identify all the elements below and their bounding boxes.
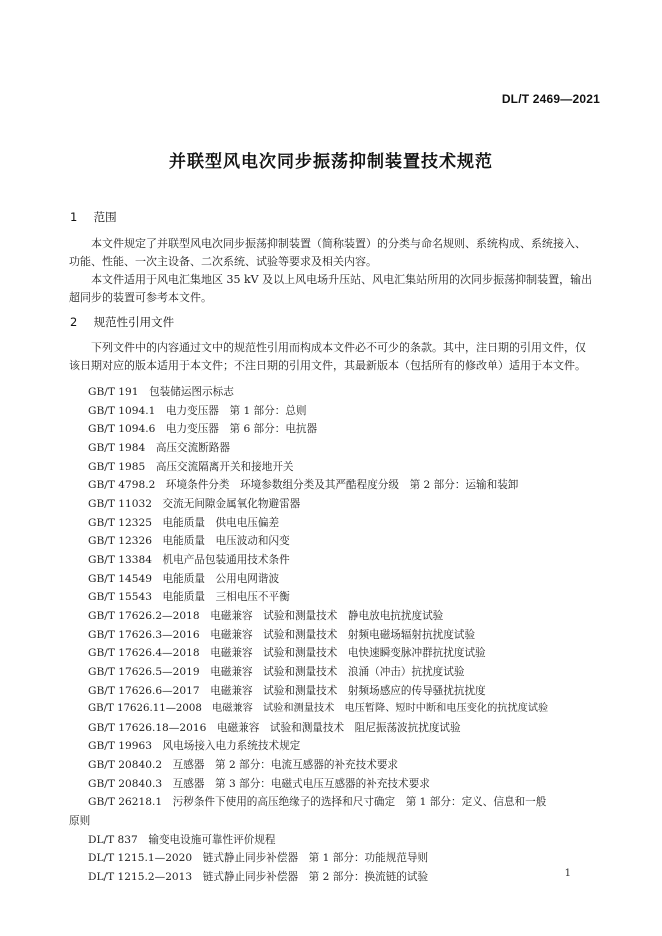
section-heading-scope xyxy=(70,209,117,225)
list-item: DL/T 1215.2—2013 链式静止同步补偿器 第 2 部分：换流链的试验 xyxy=(88,871,429,884)
list-item: DL/T 1215.1—2020 链式静止同步补偿器 第 1 部分：功能规范导则 xyxy=(88,852,429,865)
list-item: GB/T 11032 交流无间隙金属氧化物避雷器 xyxy=(88,497,301,510)
list-item: GB/T 12326 电能质量 电压波动和闪变 xyxy=(88,535,290,548)
document-title: 并联型风电次同步振荡抑制装置技术规范 xyxy=(169,152,493,172)
list-item: GB/T 14549 电能质量 公用电网谐波 xyxy=(88,572,280,585)
list-item: GB/T 17626.6—2017 电磁兼容 试验和测量技术 射频场感应的传导骚扰抗扰度 xyxy=(88,684,486,697)
list-item: GB/T 17626.4—2018 电磁兼容 试验和测量技术 电快速瞬变脉冲群抗扰度试验 xyxy=(88,647,486,660)
list-item-continuation: 原则 xyxy=(69,815,91,828)
scope-paragraph-1: 本文件规定了并联型风电次同步振荡抑制装置（简称装置）的分类与命名规则、系统构成、系统接入、功能、性能、一次主设备、二次系统、试验等要求及相关内容。 xyxy=(69,237,586,268)
document-code: DL/T 2469—2021 xyxy=(501,92,600,106)
list-item: GB/T 17626.3—2016 电磁兼容 试验和测量技术 射频电磁场辐射抗扰度试验 xyxy=(88,628,476,641)
list-item: DL/T 837 输变电设施可靠性评价规程 xyxy=(88,833,276,846)
section-number: 1 xyxy=(70,210,78,224)
list-item: GB/T 17626.11—2008 电磁兼容 试验和测量技术 电压暂降、短时中断和电压变化的抗扰度试验 xyxy=(88,703,549,715)
list-item: GB/T 17626.5—2019 电磁兼容 试验和测量技术 浪涌（冲击）抗扰度试验 xyxy=(88,665,465,678)
list-item: GB/T 17626.18—2016 电磁兼容 试验和测量技术 阻尼振荡波抗扰度试验 xyxy=(88,721,461,734)
list-item: GB/T 12325 电能质量 供电电压偏差 xyxy=(88,516,280,529)
list-item: GB/T 191 包装储运图示标志 xyxy=(88,386,234,398)
list-item: GB/T 1984 高压交流断路器 xyxy=(88,441,230,454)
list-item: GB/T 20840.3 互感器 第 3 部分：电磁式电压互感器的补充技术要求 xyxy=(88,777,430,790)
references-intro-paragraph: 下列文件中的内容通过文中的规范性引用而构成本文件必不可少的条款。其中，注日期的引用文件，仅该日期对应的版本适用于本文件；不注日期的引用文件，其最新版本（包括所有的修改单）适用于本文件。 xyxy=(69,341,586,372)
list-item: GB/T 1094.1 电力变压器 第 1 部分：总则 xyxy=(88,404,307,417)
list-item: GB/T 19963 风电场接入电力系统技术规定 xyxy=(88,740,301,753)
list-item: GB/T 1985 高压交流隔离开关和接地开关 xyxy=(88,460,294,473)
reference-list xyxy=(69,383,598,887)
list-item: GB/T 17626.2—2018 电磁兼容 试验和测量技术 静电放电抗扰度试验 xyxy=(88,609,444,622)
page-number: 1 xyxy=(564,868,571,879)
section-title: 范围 xyxy=(93,210,117,224)
section-title: 规范性引用文件 xyxy=(93,315,175,329)
list-item: GB/T 13384 机电产品包装通用技术条件 xyxy=(88,553,290,566)
list-item: GB/T 26218.1 污秽条件下使用的高压绝缘子的选择和尺寸确定 第 1 部分：定义、信息和一般 原则 xyxy=(88,793,598,830)
list-item: GB/T 4798.2 环境条件分类 环境参数组分类及其严酷程度分级 第 2 部分：运输和装卸 xyxy=(88,479,519,492)
section-number: 2 xyxy=(70,315,78,329)
list-item: GB/T 20840.2 互感器 第 2 部分：电流互感器的补充技术要求 xyxy=(88,759,399,772)
list-item: GB/T 1094.6 电力变压器 第 6 部分：电抗器 xyxy=(88,423,318,436)
scope-paragraph-2: 本文件适用于风电汇集地区 35 kV 及以上风电场升压站、风电汇集站所用的次同步振荡抑制装置，输出超同步的装置可参考本文件。 xyxy=(69,273,593,304)
section-heading-normative-references xyxy=(70,314,174,330)
list-item: GB/T 15543 电能质量 三相电压不平衡 xyxy=(88,591,290,604)
